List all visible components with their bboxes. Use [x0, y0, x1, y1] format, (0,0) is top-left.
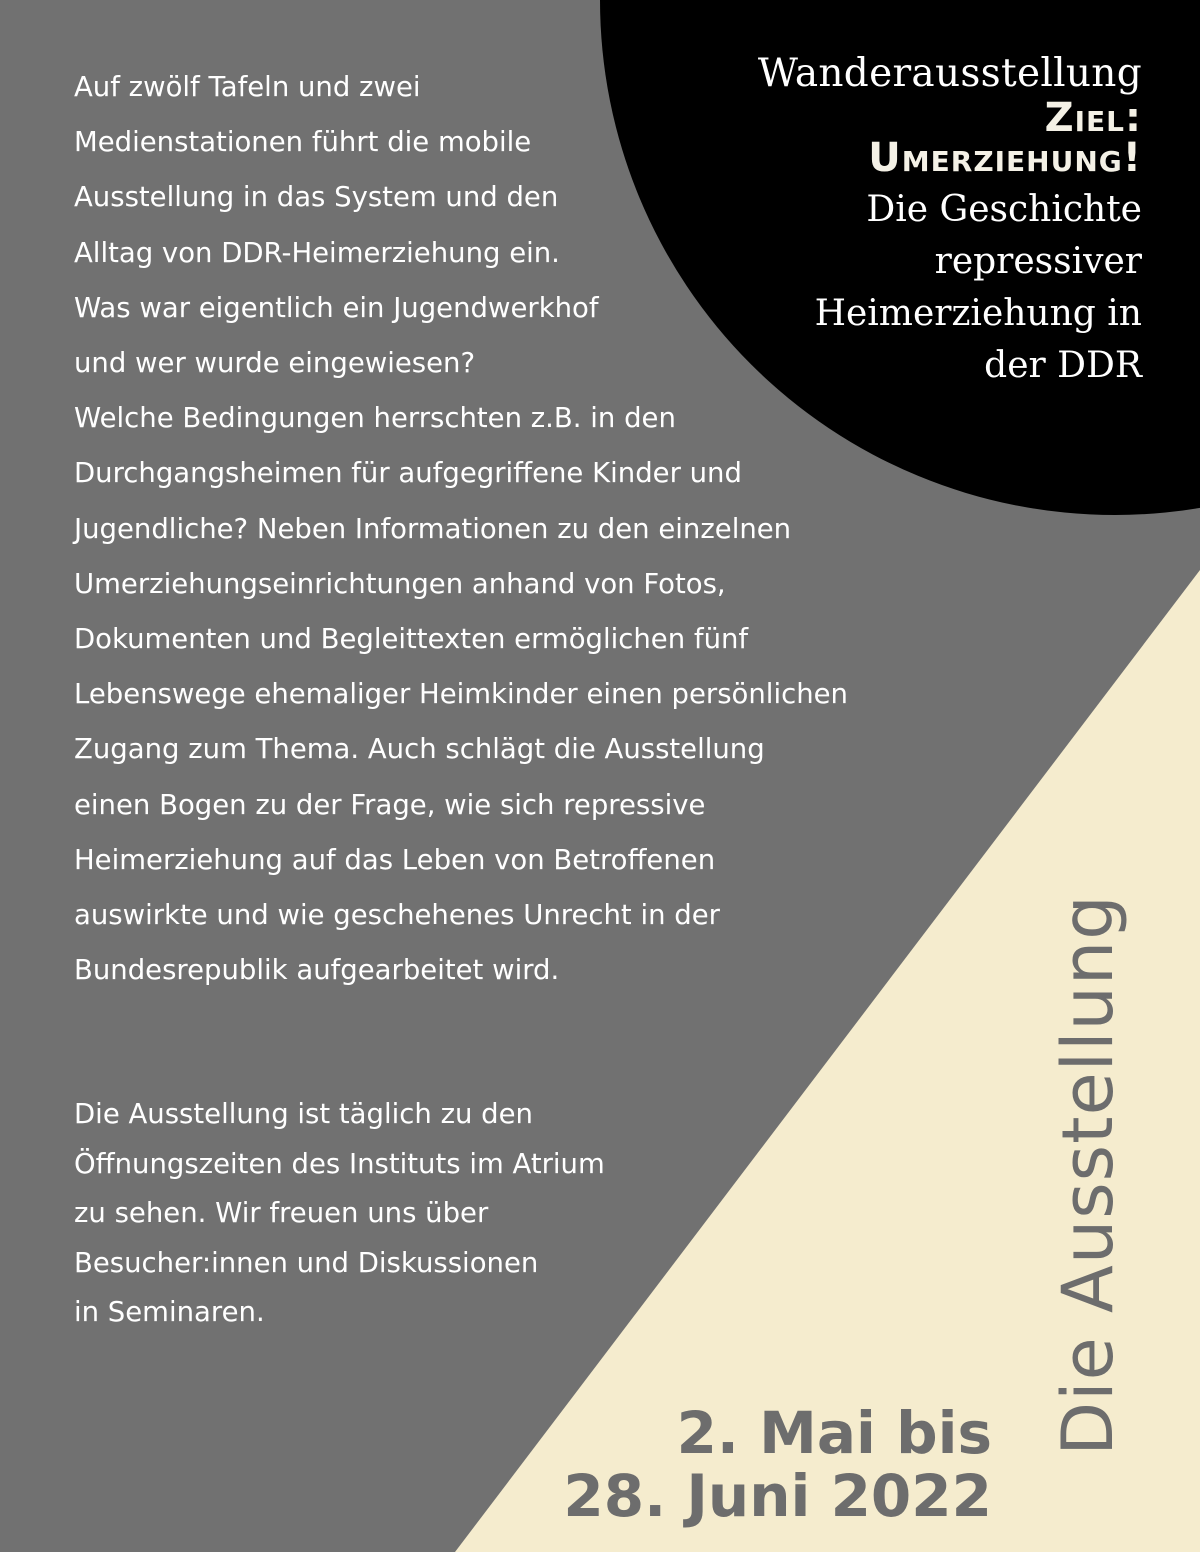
visit-line: Die Ausstellung ist täglich zu den — [74, 1098, 533, 1130]
paragraph-line: Ausstellung in das System und den — [74, 181, 559, 214]
paragraph-line: Alltag von DDR-Heimerziehung ein. — [74, 236, 560, 269]
title-ziel: Ziel: — [1044, 95, 1142, 141]
paragraph-line: Umerziehungseinrichtungen anhand von Fotos, — [74, 567, 726, 600]
paragraph-line: Welche Bedingungen herrschten z.B. in den — [74, 402, 676, 435]
paragraph-line: auswirkte und wie geschehenes Unrecht in der — [74, 899, 720, 932]
subtitle-line: repressiver — [934, 241, 1142, 282]
description-paragraph — [74, 60, 974, 998]
subtitle-line: der DDR — [984, 345, 1142, 386]
title-umerziehung: Umerziehung! — [868, 135, 1142, 181]
paragraph-line: Jugendliche? Neben Informationen zu den einzelnen — [74, 512, 792, 545]
visit-line: zu sehen. Wir freuen uns über — [74, 1197, 489, 1229]
paragraph-line: einen Bogen zu der Frage, wie sich repressive — [74, 788, 706, 821]
paragraph-line: Dokumenten und Begleittexten ermöglichen fünf — [74, 623, 749, 656]
vertical-section-title: Die Ausstellung — [1047, 894, 1129, 1456]
exhibition-dates — [563, 1399, 992, 1530]
paragraph-line: Heimerziehung auf das Leben von Betroffenen — [74, 843, 716, 876]
paragraph-line: Medienstationen führt die mobile — [74, 126, 532, 159]
date-start: 2. Mai bis — [676, 1399, 992, 1467]
paragraph-line: Zugang zum Thema. Auch schlägt die Ausstellung — [74, 733, 765, 766]
paragraph-line: Was war eigentlich ein Jugendwerkhof — [74, 291, 599, 324]
paragraph-line: und wer wurde eingewiesen? — [74, 347, 476, 380]
subtitle-line: Die Geschichte — [866, 189, 1142, 230]
visit-line: Besucher:innen und Diskussionen — [74, 1246, 539, 1279]
date-end: 28. Juni 2022 — [563, 1462, 992, 1530]
visit-line: in Seminaren. — [74, 1296, 265, 1328]
subtitle-line: Heimerziehung in — [814, 293, 1142, 334]
paragraph-line: Durchgangsheimen für aufgegriffene Kinder und — [74, 457, 742, 490]
paragraph-line: Auf zwölf Tafeln und zwei — [74, 71, 421, 103]
visit-line: Öffnungszeiten des Instituts im Atrium — [74, 1147, 605, 1180]
visit-info-paragraph — [74, 1090, 774, 1338]
paragraph-line: Lebenswege ehemaliger Heimkinder einen persönlichen — [74, 678, 848, 711]
title-wanderausstellung: Wanderausstellung — [757, 51, 1142, 96]
paragraph-line: Bundesrepublik aufgearbeitet wird. — [74, 954, 560, 987]
